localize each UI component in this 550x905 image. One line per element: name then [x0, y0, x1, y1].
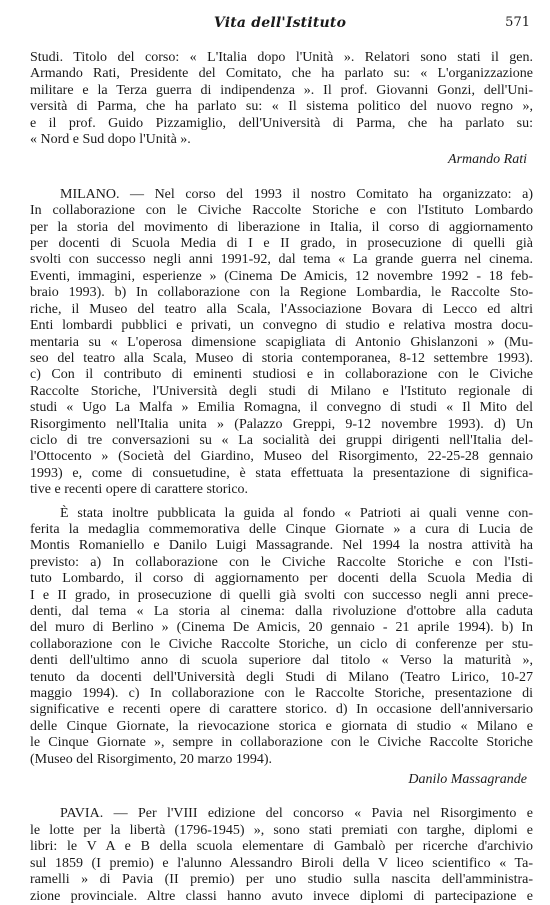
text-line: Enti lombardi pubblici e privati, un convegno di studio e relativa mostra docu- — [30, 318, 533, 334]
section-gap — [30, 788, 533, 806]
text-line: collaborazione con le Civiche Raccolte Storiche, un ciclo di conferenze per stu- — [30, 636, 533, 652]
text-line: delle Cinque Giornate, la rievocazione storica e giornata di studio « Milano e — [30, 718, 533, 734]
text-line: maggio 1994). c) In collaborazione con le Raccolte Storiche, presentazione di — [30, 686, 533, 702]
text-line: c) Con il contributo di eminenti studiosi e in collaborazione con le Civiche — [30, 367, 533, 383]
author-signature: Danilo Massagrande — [408, 772, 527, 788]
text-line: Risorgimento nell'Italia unita » (Palazzo Greppi, 9-12 novembre 1993). d) Un — [30, 416, 533, 432]
text-line: Eventi, immagini, esperienze » (Cinema De Amicis, 12 novembre 1992 - 18 feb- — [30, 268, 533, 284]
author-signature: Armando Rati — [448, 152, 527, 168]
text-line: e il prof. Guido Pizzamiglio, dell'Università di Parma, che ha parlato su: — [30, 115, 533, 131]
text-line: denti dell'ultimo anno di scuola superiore dal titolo « Verso la maturità », — [30, 653, 533, 669]
body-text — [30, 50, 533, 905]
text-line: svolti con successo negli anni 1991-92, dal tema « La grande guerra nel cinema. — [30, 252, 533, 268]
text-line: ciclo di tre conversazioni su « La socialità dei gruppi dirigenti nell'Italia del- — [30, 432, 533, 448]
text-line: ferita la medaglia commemorativa delle Cinque Giornate » a cura di Lucia de — [30, 521, 533, 537]
text-line: le lotte per la libertà (1796-1945) », sono stati premiati con targhe, diplomi e — [30, 822, 533, 838]
text-line: ramelli » di Pavia (II premio) per uno studio sulla nascita dell'amministra- — [30, 872, 533, 888]
text-line: militare e la Terza guerra di indipendenza ». Il prof. Giovanni Gonzi, dell'Uni- — [30, 82, 533, 98]
page-header — [30, 12, 530, 34]
text-line: Montis Romaniello e Danilo Luigi Massagrande. Nel 1994 la nostra attività ha — [30, 538, 533, 554]
text-line: (Museo del Risorgimento, 20 marzo 1994). — [30, 751, 272, 767]
text-line: libri: le V A e B della scuola elementare di Gambalò per ricerche d'archivio — [30, 839, 533, 855]
section-gap — [30, 169, 533, 187]
text-line: versità di Parma, che ha parlato su: « Il sistema politico del nuovo regno », — [30, 99, 533, 115]
text-line: tenuto da docenti dell'Università degli Studi di Milano (Teatro Lirico, 10-27 — [30, 669, 533, 685]
text-line: Raccolte Storiche, l'Università degli studi di Milano e l'Istituto regionale di — [30, 383, 533, 399]
text-line: braio 1993). b) In collaborazione con la Regione Lombardia, le Raccolte Sto- — [30, 285, 533, 301]
text-line: Studi. Titolo del corso: « L'Italia dopo l'Unità ». Relatori sono stati il gen. — [30, 50, 533, 65]
text-line: MILANO. — Nel corso del 1993 il nostro Comitato ha organizzato: a) — [60, 186, 533, 202]
text-line: « Nord e Sud dopo l'Unità ». — [30, 132, 191, 148]
page-number: 571 — [505, 15, 530, 30]
text-line: seo del teatro alla Scala, Museo di storia contemporanea, 8-12 settembre 1993). — [30, 350, 533, 366]
text-line: previsto: a) In collaborazione con le Civiche Raccolte Storiche e con l'Isti- — [30, 554, 533, 570]
text-line: tive e recenti opere di carattere storico. — [30, 482, 249, 498]
text-line: PAVIA. — Per l'VIII edizione del concorso « Pavia nel Risorgimento e — [60, 806, 533, 822]
text-line: È stata inoltre pubblicata la guida al fondo « Patrioti ai quali venne con- — [60, 505, 533, 521]
text-line: tuto Lombardo, il corso di aggiornamento per docenti della Scuola Media di — [30, 571, 533, 587]
text-line: I e II grado, in prosecuzione di quelli già svolti con successo negli anni prece- — [30, 587, 533, 603]
text-line: denti, dal tema « La storia al cinema: dalla rivoluzione d'ottobre alla caduta — [30, 604, 533, 619]
text-line: per docenti di Scuola Media di I e II grado, in prosecuzione di quelli già — [30, 236, 533, 252]
text-line: In collaborazione con le Civiche Raccolte Storiche e con l'Istituto Lombardo — [30, 203, 533, 219]
text-line: zione provinciale. Altre classi hanno avuto invece diplomi di partecipazione e — [30, 888, 533, 904]
text-line: l'Ottocento » (Società del Giardino, Museo del Risorgimento, 22-25-28 gennaio — [30, 449, 533, 465]
text-line: mentaria su « L'operosa dimensione scapigliata di Antonio Ghislanzoni » (Mu- — [30, 334, 533, 350]
text-line: per la storia del movimento di liberazione in Italia, il corso di aggiornamento — [30, 219, 533, 235]
text-line: 1993) e, come di consuetudine, è stata effettuata la presentazione di significa- — [30, 465, 533, 481]
text-line: significative e recenti opere di carattere storico. d) In occasione dell'anniversario — [30, 702, 533, 718]
text-line: Armando Rati, Presidente del Comitato, che ha parlato su: « L'organizzazione — [30, 66, 533, 82]
text-line: studi « Ugo La Malfa » Emilia Romagna, il convegno di studi « Il Mito del — [30, 400, 533, 416]
text-line: le Cinque Giornate », sempre in collaborazione con le Civiche Raccolte Storiche — [30, 735, 533, 751]
paragraph-gap — [30, 499, 533, 506]
text-line: del muro di Berlino » (Cinema De Amicis, 20 gennaio - 21 aprile 1994). b) In — [30, 620, 533, 636]
running-title: Vita dell'Istituto — [213, 15, 347, 31]
text-line: riche, il Museo del teatro alla Scala, l'Associazione Bovara di Lecco ed altri — [30, 301, 533, 317]
text-line: sul 1859 (I premio) e l'alunno Alessandro Biroli della V liceo scientifico « Ta- — [30, 855, 533, 871]
